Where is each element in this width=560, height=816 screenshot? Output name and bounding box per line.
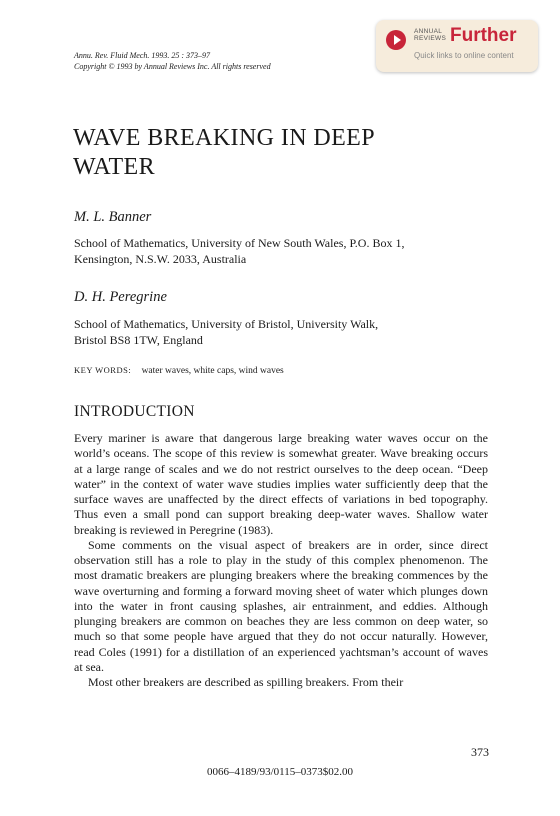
paragraph: Every mariner is aware that dangerous large breaking water waves occur on the world’s oceans. The scope of this review is somewhat greater. Wave breaking occurs at a large range of scales and we do not restrict ourselves to the deep ocean. “Deep water” in the context of water wave studies implies water sufficiently deep that the surface waves are unaffected by the direct effects of variations in bed topography. Thus even a small pond can support breaking deep-water waves. Shallow water breaking is reviewed in Peregrine (1983). <box>74 431 488 537</box>
title-line-1: WAVE BREAKING IN DEEP <box>73 125 375 151</box>
body-text <box>74 431 488 690</box>
reviews-label: REVIEWS <box>414 35 447 42</box>
citation-journal-line: Annu. Rev. Fluid Mech. 1993. 25 : 373–97 <box>74 51 211 60</box>
author-affiliation <box>74 236 494 267</box>
paper-title <box>73 124 473 182</box>
section-heading: INTRODUCTION <box>74 403 195 420</box>
affiliation-line: School of Mathematics, University of Bristol, University Walk, <box>74 317 379 331</box>
paragraph: Most other breakers are described as spilling breakers. From their <box>88 675 404 689</box>
affiliation-line: Bristol BS8 1TW, England <box>74 332 203 347</box>
footer-article-code: 0066–4189/93/0115–0373$02.00 <box>207 766 353 778</box>
paragraph: Some comments on the visual aspect of breakers are in order, since direct observation still has a role to play in the study of this complex phenomenon. The most dramatic breakers are plunging breakers where the breaking commences by the wave overturning and forming a forward moving sheet of water which plunges down into the water in front causing splashes, air entrainment, and eddies. Although plunging breakers are common on beaches they are less common on deep water, so much so that some people have argued that they do not occur naturally. However, read Coles (1991) for a distillation of an experienced yachtsman’s account of waves at sea. <box>74 537 488 674</box>
annual-reviews-further-badge[interactable] <box>376 20 538 72</box>
title-line-2: WATER <box>73 154 155 180</box>
affiliation-line: Kensington, N.S.W. 2033, Australia <box>74 251 247 266</box>
keywords-line <box>74 364 284 377</box>
keywords-list: water waves, white caps, wind waves <box>141 366 284 376</box>
author-name: M. L. Banner <box>74 209 152 225</box>
further-brand: Further <box>450 25 517 46</box>
author-name: D. H. Peregrine <box>74 289 167 305</box>
keywords-label: KEY WORDS: <box>74 365 132 375</box>
annual-label: ANNUAL <box>414 28 443 35</box>
further-tagline: Quick links to online content <box>414 51 514 60</box>
play-icon <box>386 30 406 50</box>
page-number: 373 <box>471 745 489 759</box>
affiliation-line: School of Mathematics, University of New South Wales, P.O. Box 1, <box>74 236 405 250</box>
author-affiliation <box>74 317 494 348</box>
annual-reviews-wordmark <box>414 28 446 42</box>
journal-citation <box>74 50 271 72</box>
citation-copyright-line: Copyright © 1993 by Annual Reviews Inc. All rights reserved <box>74 62 271 71</box>
